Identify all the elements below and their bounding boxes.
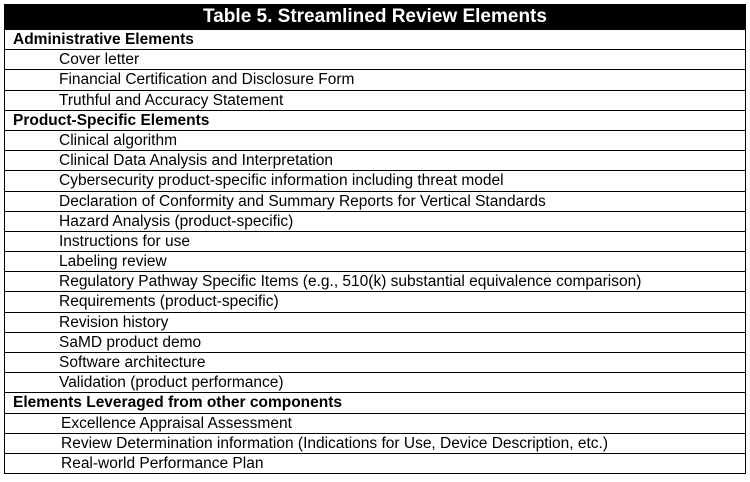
table-row: Validation (product performance) (5, 372, 745, 392)
table-row: Requirements (product-specific) (5, 291, 745, 311)
table-row: Revision history (5, 312, 745, 332)
table-row: Instructions for use (5, 231, 745, 251)
table-row: SaMD product demo (5, 332, 745, 352)
table-row: Hazard Analysis (product-specific) (5, 211, 745, 231)
section-heading-leveraged: Elements Leveraged from other components (5, 392, 745, 412)
table-row: Clinical Data Analysis and Interpretation (5, 150, 745, 170)
table-row: Truthful and Accuracy Statement (5, 90, 745, 110)
section-heading-administrative: Administrative Elements (5, 29, 745, 49)
section-heading-product-specific: Product-Specific Elements (5, 110, 745, 130)
table-row: Excellence Appraisal Assessment (5, 413, 745, 433)
table-row: Financial Certification and Disclosure Form (5, 69, 745, 89)
table-row: Software architecture (5, 352, 745, 372)
table-row: Clinical algorithm (5, 130, 745, 150)
table-row: Review Determination information (Indications for Use, Device Description, etc.) (5, 433, 745, 453)
table-row: Labeling review (5, 251, 745, 271)
table-row: Declaration of Conformity and Summary Reports for Vertical Standards (5, 191, 745, 211)
table-title: Table 5. Streamlined Review Elements (5, 5, 745, 29)
table-row: Real-world Performance Plan (5, 453, 745, 473)
table-row: Regulatory Pathway Specific Items (e.g., 510(k) substantial equivalence comparison) (5, 271, 745, 291)
table-row: Cover letter (5, 49, 745, 69)
table-row: Cybersecurity product-specific information including threat model (5, 170, 745, 190)
review-elements-table (4, 4, 746, 474)
